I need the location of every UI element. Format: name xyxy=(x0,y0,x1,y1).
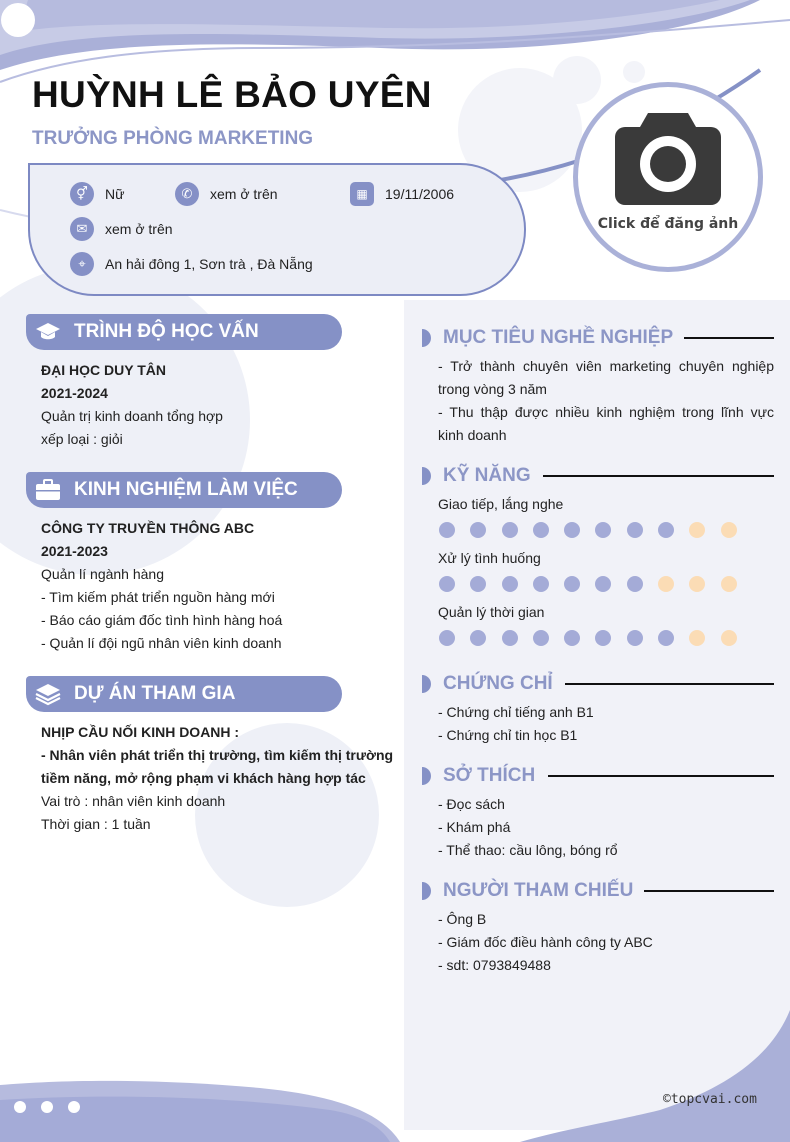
rating-dot-empty xyxy=(689,630,705,646)
hobby-item: - Thể thao: cầu lông, bóng rổ xyxy=(438,842,618,858)
education-header xyxy=(26,314,342,350)
skill-name: Quản lý thời gian xyxy=(438,604,545,620)
objective-item: - Trở thành chuyên viên marketing chuyên nghiệp trong vòng 3 năm xyxy=(438,358,774,397)
divider-line xyxy=(565,683,774,685)
experience-task: - Tìm kiếm phát triển nguồn hàng mới xyxy=(41,589,275,605)
certificate-item: - Chứng chỉ tiếng anh B1 xyxy=(438,704,594,720)
hobbies-header xyxy=(422,762,535,790)
photo-upload[interactable] xyxy=(573,82,763,272)
phone-value: xem ở trên xyxy=(210,186,278,202)
objective-header xyxy=(422,324,673,352)
rating-dot-empty xyxy=(721,576,737,592)
rating-dot-filled xyxy=(627,576,643,592)
divider-line xyxy=(548,775,774,777)
skill-rating xyxy=(439,630,752,646)
experience-title: KINH NGHIỆM LÀM VIỆC xyxy=(74,479,298,500)
gender-icon: ⚥ xyxy=(70,182,94,206)
rating-dot-filled xyxy=(533,630,549,646)
rating-dot-empty xyxy=(658,576,674,592)
rating-dot-filled xyxy=(595,576,611,592)
job-title: TRƯỞNG PHÒNG MARKETING xyxy=(32,128,314,149)
section-marker xyxy=(422,882,431,900)
briefcase-icon xyxy=(34,476,62,504)
rating-dot-filled xyxy=(470,576,486,592)
projects-title: DỰ ÁN THAM GIA xyxy=(74,683,236,704)
projects-header xyxy=(26,676,342,712)
experience-years: 2021-2023 xyxy=(41,543,108,559)
experience-task: - Báo cáo giám đốc tình hình hàng hoá xyxy=(41,612,283,628)
certificates-header xyxy=(422,670,553,698)
reference-item: - sdt: 0793849488 xyxy=(438,957,551,973)
skill-rating xyxy=(439,576,752,592)
education-years: 2021-2024 xyxy=(41,385,108,401)
rating-dot-filled xyxy=(502,576,518,592)
personal-info-box xyxy=(28,163,526,296)
rating-dot-empty xyxy=(721,630,737,646)
photo-caption: Click để đăng ảnh xyxy=(597,216,739,232)
skill-name: Xử lý tình huống xyxy=(438,550,541,566)
layers-icon xyxy=(34,680,62,708)
dob-value: 19/11/2006 xyxy=(385,186,455,202)
divider-line xyxy=(644,890,774,892)
rating-dot-empty xyxy=(721,522,737,538)
mail-icon: ✉ xyxy=(70,217,94,241)
certificates-title: CHỨNG CHỈ xyxy=(443,673,553,694)
skills-title: KỸ NĂNG xyxy=(443,465,531,486)
rating-dot-filled xyxy=(502,630,518,646)
objective-item: - Thu thập được nhiều kinh nghiệm trong lĩnh vực kinh doanh xyxy=(438,404,774,443)
rating-dot-filled xyxy=(533,576,549,592)
project-duration: Thời gian : 1 tuần xyxy=(41,816,151,832)
experience-task: - Quản lí đội ngũ nhân viên kinh doanh xyxy=(41,635,282,651)
skill-name: Giao tiếp, lắng nghe xyxy=(438,496,564,512)
phone-icon: ✆ xyxy=(175,182,199,206)
certificate-item: - Chứng chỉ tin học B1 xyxy=(438,727,578,743)
company-name: CÔNG TY TRUYỀN THÔNG ABC xyxy=(41,520,255,536)
location-icon: ⌖ xyxy=(70,252,94,276)
rating-dot-filled xyxy=(595,630,611,646)
reference-item: - Giám đốc điều hành công ty ABC xyxy=(438,934,653,950)
skills-header xyxy=(422,462,531,490)
rating-dot-filled xyxy=(564,576,580,592)
rating-dot-filled xyxy=(564,630,580,646)
dob-field xyxy=(350,182,454,206)
calendar-icon: ▦ xyxy=(350,182,374,206)
gender-value: Nữ xyxy=(105,186,125,202)
graduation-cap-icon xyxy=(34,318,62,346)
rating-dot-empty xyxy=(689,522,705,538)
email-field xyxy=(70,217,173,241)
watermark: ©topcvai.com xyxy=(663,1092,757,1107)
section-marker xyxy=(422,767,431,785)
experience-header xyxy=(26,472,342,508)
rating-dot-filled xyxy=(439,576,455,592)
rating-dot-filled xyxy=(533,522,549,538)
gender-field xyxy=(70,182,124,206)
divider-line xyxy=(543,475,774,477)
hobby-item: - Khám phá xyxy=(438,819,511,835)
camera-icon xyxy=(578,87,758,267)
hobbies-title: SỞ THÍCH xyxy=(443,765,536,786)
reference-item: - Ông B xyxy=(438,911,487,927)
section-marker xyxy=(422,467,431,485)
candidate-name: HUỲNH LÊ BẢO UYÊN xyxy=(32,74,432,115)
project-description: - Nhân viên phát triển thị trường, tìm kiếm thị trường xyxy=(41,747,394,763)
rating-dot-filled xyxy=(658,630,674,646)
email-value: xem ở trên xyxy=(105,221,173,237)
section-marker xyxy=(422,329,431,347)
section-marker xyxy=(422,675,431,693)
objective-title: MỤC TIÊU NGHỀ NGHIỆP xyxy=(443,327,674,348)
rating-dot-empty xyxy=(689,576,705,592)
references-header xyxy=(422,877,633,905)
experience-role: Quản lí ngành hàng xyxy=(41,566,164,582)
rating-dot-filled xyxy=(564,522,580,538)
divider-line xyxy=(684,337,774,339)
rating-dot-filled xyxy=(658,522,674,538)
rating-dot-filled xyxy=(627,630,643,646)
rating-dot-filled xyxy=(627,522,643,538)
rating-dot-filled xyxy=(502,522,518,538)
rating-dot-filled xyxy=(470,522,486,538)
address-value: An hải đông 1, Sơn trà , Đà Nẵng xyxy=(105,256,313,272)
phone-field xyxy=(175,182,278,206)
project-description: tiềm năng, mở rộng phạm vi khách hàng hợp tác xyxy=(41,770,366,786)
references-title: NGƯỜI THAM CHIẾU xyxy=(443,880,634,901)
rating-dot-filled xyxy=(470,630,486,646)
address-field xyxy=(70,252,313,276)
rating-dot-filled xyxy=(439,630,455,646)
rating-dot-filled xyxy=(595,522,611,538)
rating-dot-filled xyxy=(439,522,455,538)
project-name: NHỊP CẦU NỐI KINH DOANH : xyxy=(41,724,240,740)
education-grade: xếp loại : giỏi xyxy=(41,431,123,447)
education-title: TRÌNH ĐỘ HỌC VẤN xyxy=(74,321,259,342)
hobby-item: - Đọc sách xyxy=(438,796,505,812)
education-major: Quản trị kinh doanh tổng hợp xyxy=(41,408,223,424)
project-role: Vai trò : nhân viên kinh doanh xyxy=(41,793,226,809)
school-name: ĐẠI HỌC DUY TÂN xyxy=(41,362,166,378)
skill-rating xyxy=(439,522,752,538)
